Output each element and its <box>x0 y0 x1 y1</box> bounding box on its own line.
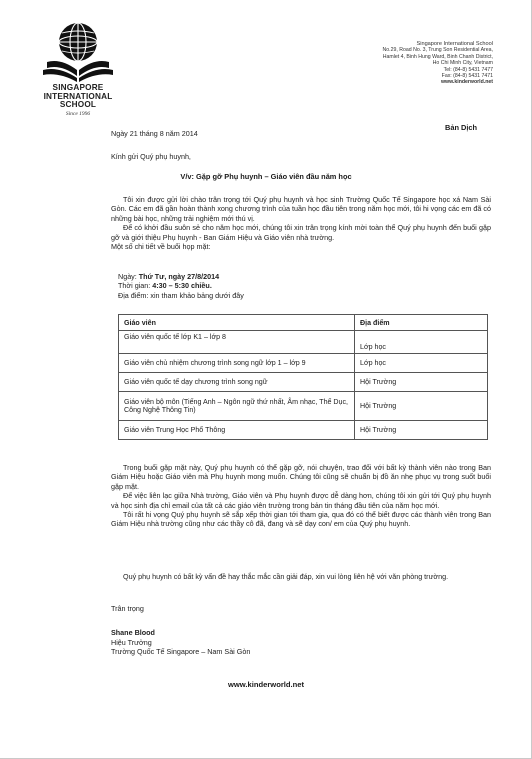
meeting-date <box>118 272 244 281</box>
table-header-location: Địa điểm <box>355 315 488 331</box>
intro-section <box>111 195 491 251</box>
logo-since: Since 1996 <box>65 110 91 117</box>
school-crest-icon <box>41 20 115 84</box>
address-line: Hamlet 4, Binh Hung Ward, Binh Chanh District, <box>382 53 493 60</box>
table-cell-teacher: Giáo viên quốc tế lớp K1 – lớp 8 <box>119 331 355 354</box>
closing-paragraph: Trong buổi gặp mặt này, Quý phụ huynh có thể gặp gỡ, nói chuyện, trao đổi với bất kỳ thành viên nào trong Ban Giám Hiệu hoặc Giáo viên mà Phụ huynh mong muốn. Chúng tôi cũng sẽ chuẩn bị đồ ăn nhẹ phục vụ trong suốt buổi gặp mặt. <box>111 463 491 491</box>
meeting-place: Địa điểm: xin tham khảo bảng dưới đây <box>118 290 244 300</box>
table-row <box>119 373 488 392</box>
logo-text-line3: SCHOOL <box>59 100 97 110</box>
meeting-date-value: Thứ Tư, ngày 27/8/2014 <box>138 272 220 281</box>
table-header-row <box>119 315 488 331</box>
school-address <box>383 41 493 86</box>
logo-text-line1: SINGAPORE <box>52 83 104 92</box>
address-line: Singapore International School <box>416 41 493 47</box>
letter-date: Ngày 21 tháng 8 năm 2014 <box>111 129 198 138</box>
contact-paragraph: Quý phụ huynh có bất kỳ vấn đề hay thắc mắc cần giải đáp, xin vui lòng liên hệ với văn phòng trường. <box>123 572 449 581</box>
address-line: No.29, Road No. 3, Trung Son Residential Area, <box>382 47 493 54</box>
table-row <box>119 354 488 373</box>
meeting-time-value: 4:30 – 5:30 chiều. <box>152 281 212 291</box>
table-cell-teacher: Giáo viên Trung Học Phổ Thông <box>119 421 355 440</box>
table-cell-location: Hội Trường <box>355 421 488 440</box>
address-line: Tel: (84-8) 5431 7477 <box>443 66 493 73</box>
meeting-date-label: Ngày: <box>118 272 139 281</box>
letter-subject: V/v: Gặp gỡ Phụ huynh – Giáo viên đầu năm học <box>180 172 352 181</box>
table-cell-location: Lớp học <box>355 354 488 373</box>
intro-paragraph: Để có khởi đầu suôn sẻ cho năm học mới, chúng tôi xin trân trọng kính mời toàn thể Quý phụ huynh đến buổi gặp gỡ và giới thiệu Phụ huynh - Ban Giám Hiệu và Giáo viên nhà trường. <box>111 223 491 242</box>
signer-school: Trường Quốc Tế Singapore – Nam Sài Gòn <box>111 647 251 657</box>
table-cell-location: Hội Trường <box>355 392 488 421</box>
meeting-time-label: Thời gian: <box>118 281 153 291</box>
closing-paragraph: Để việc liên lạc giữa Nhà trường, Giáo viên và Phụ huynh được dễ dàng hơn, chúng tôi xin gửi tới Quý phụ huynh và học sinh địa chỉ email của tất cả các giáo viên trường trong bản tin tháng đầu tiên của năm học mới. <box>111 491 491 510</box>
address-website: www.kinderworld.net <box>441 79 493 86</box>
table-cell-teacher: Giáo viên bộ môn (Tiếng Anh – Ngôn ngữ thứ nhất, Âm nhạc, Thể Dục, Công Nghệ Thông Tin) <box>119 392 355 421</box>
table-cell-teacher: Giáo viên quốc tế dạy chương trình song ngữ <box>119 373 355 392</box>
table-header-teacher: Giáo viên <box>119 315 355 331</box>
footer-website: www.kinderworld.net <box>227 680 305 689</box>
table-row <box>119 421 488 440</box>
address-line: Ho Chi Minh City, Vietnam <box>432 60 493 67</box>
letter-greeting: Kính gửi Quý phụ huynh, <box>111 152 191 161</box>
signer-block <box>111 628 250 657</box>
table-cell-location: Lớp học <box>355 331 488 354</box>
closing-section <box>111 463 491 529</box>
signer-title: Hiệu Trưởng <box>111 637 152 647</box>
school-logo <box>28 20 128 117</box>
letter-signoff: Trân trọng <box>111 604 144 613</box>
intro-paragraph: Một số chi tiết về buổi họp mặt: <box>111 242 211 252</box>
logo-text-line2: INTERNATIONAL <box>43 91 113 101</box>
table-row <box>119 392 488 421</box>
contact-section <box>111 572 491 581</box>
schedule-table <box>118 314 488 440</box>
table-row <box>119 331 488 354</box>
closing-paragraph: Tôi rất hi vọng Quý phụ huynh sẽ sắp xếp thời gian tới tham gia, qua đó có thể biết được các thành viên trong Ban Giám Hiệu nhà trường cũng như các thầy cô đã, đang và sẽ dạy con/ em của Quý phụ huynh. <box>111 510 491 529</box>
signer-name: Shane Blood <box>111 628 155 637</box>
address-line: Fax: (84-8) 5431 7471 <box>441 73 493 80</box>
meeting-time <box>118 281 244 290</box>
table-cell-teacher: Giáo viên chủ nhiệm chương trình song ngữ lớp 1 – lớp 9 <box>119 354 355 373</box>
intro-paragraph: Tôi xin được gửi lời chào trân trọng tới Quý phụ huynh và học sinh Trường Quốc Tế Singapore học xá Nam Sài Gòn. Các em đã gần hoàn thành xong chương trình của tuần học đầu tiên trong năm học mới, tôi hi vọng các em đã có những bài học, những trải nghiệm mới thú vị. <box>111 195 491 223</box>
table-cell-location: Hội Trường <box>355 373 488 392</box>
meeting-details <box>118 272 244 300</box>
translation-label: Bản Dịch <box>445 123 478 132</box>
